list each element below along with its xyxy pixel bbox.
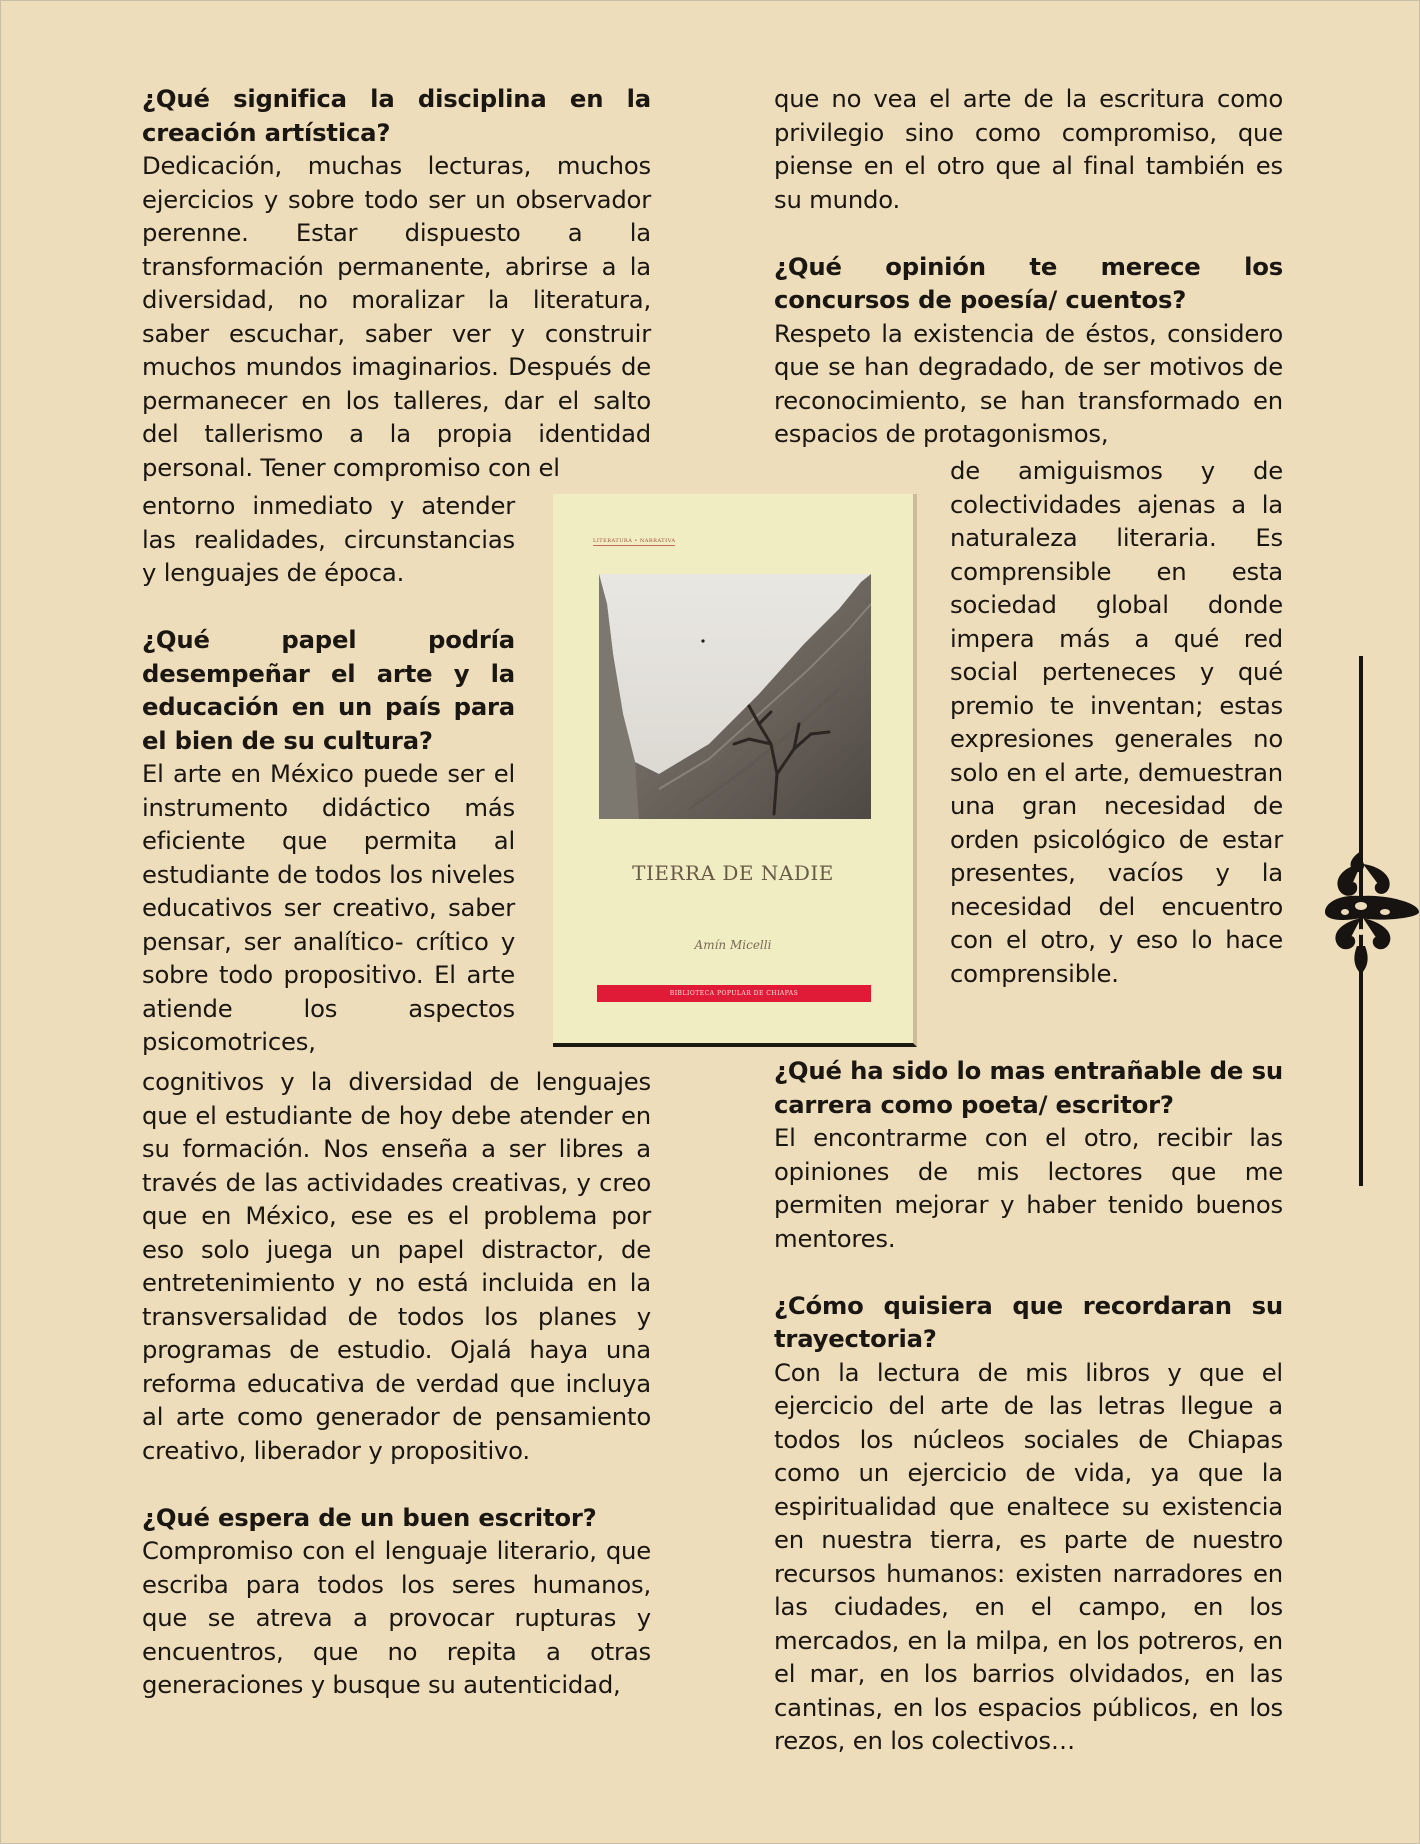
question-contests: ¿Qué opinión te merece los concursos de poesía/ cuentos? — [774, 251, 1283, 314]
answer-good-writer-part1: Compromiso con el lenguaje literario, que escriba para todos los seres humanos, que se atreva a provocar rupturas y encuentros, que no repita a otras generaciones y busque su autenticidad, — [142, 1536, 651, 1699]
question-good-writer: ¿Qué espera de un buen escritor? — [142, 1502, 597, 1532]
question-art-education: ¿Qué papel podría desempeñar el arte y la educación en un país para el bien de su cultura? — [142, 625, 515, 755]
question-discipline: ¿Qué significa la disciplina en la creación artística? — [142, 84, 651, 147]
question-most-cherished: ¿Qué ha sido lo mas entrañable de su carrera como poeta/ escritor? — [774, 1056, 1283, 1119]
cover-title: TIERRA DE NADIE — [632, 861, 834, 885]
cover-series-label: LITERATURA • NARRATIVA — [593, 538, 676, 544]
cover-publisher-band: BIBLIOTECA POPULAR DE CHIAPAS — [597, 985, 871, 1002]
answer-contests-part2: de amiguismos y de colectividades ajenas a la naturaleza literaria. Es comprensible en esta sociedad global donde impera más a qué red social perteneces y qué premio te inventan; estas expresiones generales no solo en el arte, demuestran una gran necesidad de orden psicológico de estar presentes, vacíos y la necesidad del encuentro con el otro, y eso lo hace comprensible. — [950, 456, 1283, 988]
answer-most-cherished: El encontrarme con el otro, recibir las opiniones de mis lectores que me permiten mejorar y haber tenido buenos mentores. — [774, 1123, 1283, 1253]
right-column-top — [774, 82, 1283, 451]
answer-art-education-part2: cognitivos y la diversidad de lenguajes que el estudiante de hoy debe atender en su formación. Nos enseña a ser libres a través de las actividades creativas, y creo que en México, ese es el problema por eso solo juega un papel distractor, de entretenimiento y no está incluida en la transversalidad de todos los planes y programas de estudio. Ojalá haya una reforma educativa de verdad que incluya al arte como generador de pensamiento creativo, liberador y propositivo. — [142, 1067, 651, 1465]
left-column-top — [142, 82, 651, 484]
answer-discipline-part2: entorno inmediato y atender las realidades, circunstancias y lenguajes de época. — [142, 491, 515, 587]
cover-author: Amín Micelli — [694, 938, 772, 952]
flourish-divider-icon — [1323, 656, 1420, 1186]
left-column-bottom — [142, 1065, 651, 1702]
answer-contests-part1: Respeto la existencia de éstos, considero que se han degradado, de ser motivos de reconocimiento, se han transformado en espacios de protagonismos, — [774, 318, 1283, 448]
answer-remembered: Con la lectura de mis libros y que el ejercicio del arte de las letras llegue a todos los núcleos sociales de Chiapas como un ejercicio de vida, ya que la espiritualidad que enaltece su existencia en nuestra tierra, es parte de nuestro recursos humanos: existen narradores en las ciudades, en el campo, en los mercados, en la milpa, en los potreros, en el mar, en los barrios olvidados, en las cantinas, en los espacios públicos, en los rezos, en los colectivos… — [774, 1357, 1283, 1755]
answer-discipline-part1: Dedicación, muchas lecturas, muchos ejercicios y sobre todo ser un observador perenne. Estar dispuesto a la transformación permanente, abrirse a la diversidad, no moralizar la literatura, saber escuchar, saber ver y construir muchos mundos imaginarios. Después de permanecer en los talleres, dar el salto del tallerismo a la propia identidad personal. Tener compromiso con el — [142, 151, 651, 482]
book-cover-image — [553, 494, 917, 1047]
right-column-bottom — [774, 1054, 1283, 1758]
left-column-narrow — [142, 489, 515, 1059]
right-column-narrow — [950, 454, 1283, 990]
answer-art-education-part1: El arte en México puede ser el instrumento didáctico más eficiente que permita al estudiante de todos los niveles educativos ser creativo, saber pensar, ser analítico- crítico y sobre todo propositivo. El arte atiende los aspectos psicomotrices, — [142, 759, 515, 1056]
answer-good-writer-part2: que no vea el arte de la escritura como privilegio sino como compromiso, que piense en el otro que al final también es su mundo. — [774, 84, 1283, 214]
question-remembered: ¿Cómo quisiera que recordaran su trayectoria? — [774, 1290, 1283, 1353]
cover-landscape-illustration — [599, 574, 871, 819]
